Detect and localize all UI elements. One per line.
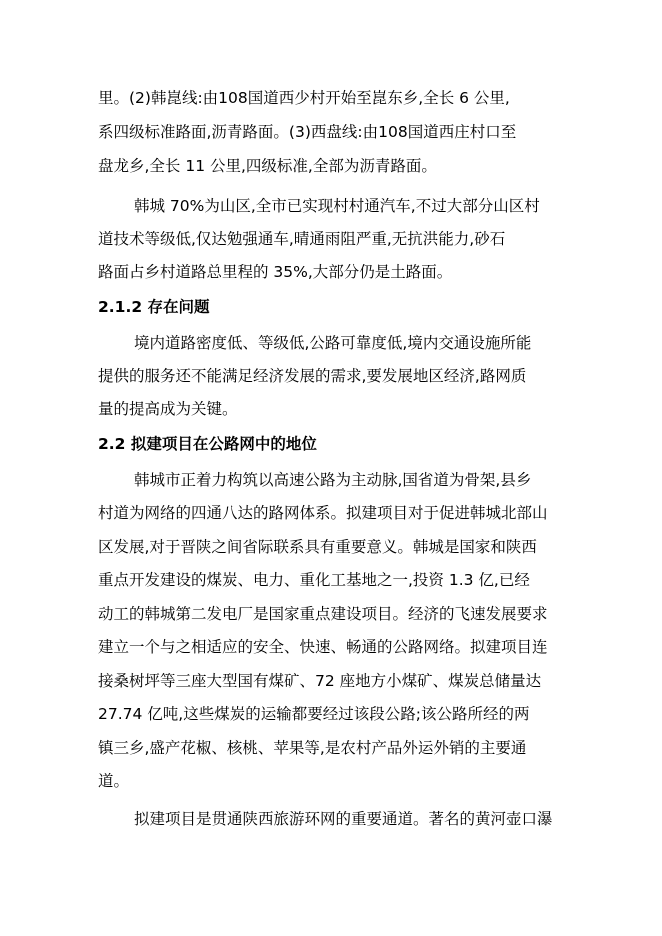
section-heading: 2.1.2 存在问题 [98,298,210,316]
paragraph-line: 接桑树坪等三座大型国有煤矿、72 座地方小煤矿、煤炭总储量达 [98,672,542,690]
paragraph-line: 村道为网络的四通八达的路网体系。拟建项目对于促进韩城北部山 [98,504,548,522]
paragraph-line: 系四级标准路面,沥青路面。(3)西盘线:由108国道西庄村口至 [98,123,517,141]
paragraph-line: 量的提高成为关键。 [98,400,238,418]
paragraph-line: 镇三乡,盛产花椒、核桃、苹果等,是农村产品外运外销的主要通 [98,739,527,757]
paragraph-line: 里。(2)韩崑线:由108国道西少村开始至崑东乡,全长 6 公里, [98,89,510,107]
paragraph-line: 拟建项目是贯通陕西旅游环网的重要通道。著名的黄河壶口瀑 [134,810,553,828]
paragraph-line: 提供的服务还不能满足经济发展的需求,要发展地区经济,路网质 [98,367,527,385]
paragraph-line: 道技术等级低,仅达勉强通车,晴通雨阻严重,无抗洪能力,砂石 [98,230,506,248]
paragraph-line: 韩城 70%为山区,全市已实现村村通汽车,不过大部分山区村 [134,197,540,215]
paragraph-line: 建立一个与之相适应的安全、快速、畅通的公路网络。拟建项目连 [98,638,548,656]
paragraph-line: 道。 [98,772,130,790]
paragraph-line: 重点开发建设的煤炭、电力、重化工基地之一,投资 1.3 亿,已经 [98,571,530,589]
paragraph-line: 路面占乡村道路总里程的 35%,大部分仍是土路面。 [98,263,453,281]
paragraph-line: 盘龙乡,全长 11 公里,四级标准,全部为沥青路面。 [98,157,437,175]
paragraph-line: 境内道路密度低、等级低,公路可靠度低,境内交通设施所能 [134,334,532,352]
paragraph-line: 动工的韩城第二发电厂是国家重点建设项目。经济的飞速发展要求 [98,605,548,623]
section-heading: 2.2 拟建项目在公路网中的地位 [98,435,317,453]
paragraph-line: 27.74 亿吨,这些煤炭的运输都要经过该段公路;该公路所经的两 [98,705,530,723]
paragraph-line: 区发展,对于晋陕之间省际联系具有重要意义。韩城是国家和陕西 [98,538,537,556]
paragraph-line: 韩城市正着力构筑以高速公路为主动脉,国省道为骨架,县乡 [134,471,532,489]
